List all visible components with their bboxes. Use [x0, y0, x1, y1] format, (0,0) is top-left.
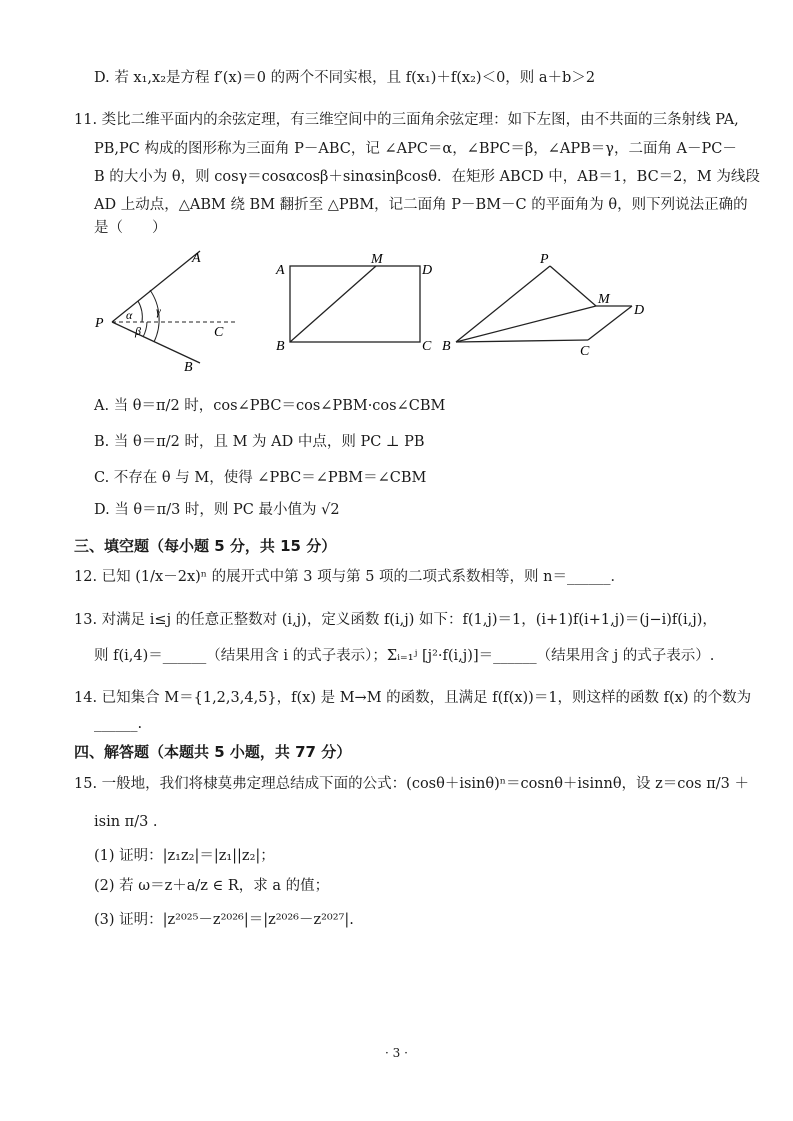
fig2-label-a: A [276, 263, 285, 278]
q11-option-a: A. 当 θ＝π/2 时，cos∠PBC＝cos∠PBM·cos∠CBM [94, 398, 446, 414]
fig3-label-c: C [580, 344, 590, 359]
q11-line-4: AD 上动点，△ABM 绕 BM 翻折至 △PBM，记二面角 P－BM－C 的平面角为 θ，则下列说法正确的 [94, 197, 748, 213]
page-number: · 3 · [385, 1046, 408, 1060]
fig2-label-b: B [276, 339, 285, 354]
fig1-label-c: C [214, 325, 224, 340]
folded-figure [438, 250, 658, 360]
section-3-heading: 三、填空题（每小题 5 分，共 15 分） [74, 537, 337, 555]
q13-line-2: 则 f(i,4)＝______（结果用含 i 的式子表示）；Σᵢ₌₁ʲ [j²·f(i,j)]＝______（结果用含 j 的式子表示）. [94, 648, 715, 664]
q12-text: 12. 已知 (1/x－2x)ⁿ 的展开式中第 3 项与第 5 项的二项式系数相等，则 n＝______． [74, 569, 625, 585]
fig1-label-beta: β [135, 324, 141, 338]
q11-option-d: D. 当 θ＝π/3 时，则 PC 最小值为 √2 [94, 502, 340, 518]
fig3-label-d: D [634, 303, 645, 318]
q15-part-2: (2) 若 ω＝z＋a/z ∈ R，求 a 的值； [94, 878, 330, 894]
q14-line-1: 14. 已知集合 M＝{1,2,3,4,5}，f(x) 是 M→M 的函数，且满足 f(f(x))＝1，则这样的函数 f(x) 的个数为 [74, 690, 752, 706]
fig1-label-b: B [184, 360, 193, 375]
q15-line-2: isin π/3 . [94, 814, 158, 830]
fig1-label-alpha: α [126, 308, 133, 322]
fig1-label-a: A [192, 251, 201, 266]
q11-line-5: 是（ ） [94, 220, 167, 236]
fig3-label-m: M [598, 292, 610, 307]
q10-option-d: D. 若 x₁,x₂是方程 f′(x)＝0 的两个不同实根，且 f(x₁)＋f(x₂)＜0，则 a＋b＞2 [94, 70, 596, 86]
q15-part-3: (3) 证明：|z²⁰²⁵－z²⁰²⁶|＝|z²⁰²⁶－z²⁰²⁷|. [94, 912, 354, 928]
fig2-label-m: M [371, 252, 383, 267]
q11-line-1: 11. 类比二维平面内的余弦定理，有三维空间中的三面角余弦定理：如下左图，由不共面的三条射线 PA, [74, 112, 739, 128]
section-4-heading: 四、解答题（本题共 5 小题，共 77 分） [74, 743, 352, 761]
q11-line-3: B 的大小为 θ，则 cosγ＝cosαcosβ＋sinαsinβcosθ．在矩形 ABCD 中，AB＝1，BC＝2，M 为线段 [94, 169, 760, 185]
q11-option-c: C. 不存在 θ 与 M，使得 ∠PBC＝∠PBM＝∠CBM [94, 470, 427, 486]
q14-line-2: ______. [94, 716, 143, 732]
rectangle-abcd-figure [272, 250, 442, 360]
trihedral-angle-figure [90, 245, 250, 375]
q13-line-1: 13. 对满足 i≤j 的任意正整数对 (i,j)，定义函数 f(i,j) 如下：f(1,j)＝1，(i+1)f(i+1,j)＝(j−i)f(i,j)， [74, 612, 717, 628]
q15-line-1: 15. 一般地，我们将棣莫弗定理总结成下面的公式：(cosθ＋isinθ)ⁿ＝cosnθ＋isinnθ，设 z＝cos π/3 ＋ [74, 776, 749, 792]
fig1-label-p: P [95, 316, 104, 331]
fig2-label-d: D [422, 263, 433, 278]
q15-part-1: (1) 证明：|z₁z₂|＝|z₁||z₂|； [94, 848, 275, 864]
q11-line-2: PB,PC 构成的图形称为三面角 P－ABC，记 ∠APC＝α，∠BPC＝β，∠APB＝γ，二面角 A－PC－ [94, 141, 737, 157]
fig1-label-gamma: γ [156, 304, 161, 318]
fig2-label-c: C [422, 339, 432, 354]
fig3-label-p: P [540, 252, 549, 267]
fig3-label-b: B [442, 339, 451, 354]
q11-option-b: B. 当 θ＝π/2 时，且 M 为 AD 中点，则 PC ⊥ PB [94, 434, 425, 450]
